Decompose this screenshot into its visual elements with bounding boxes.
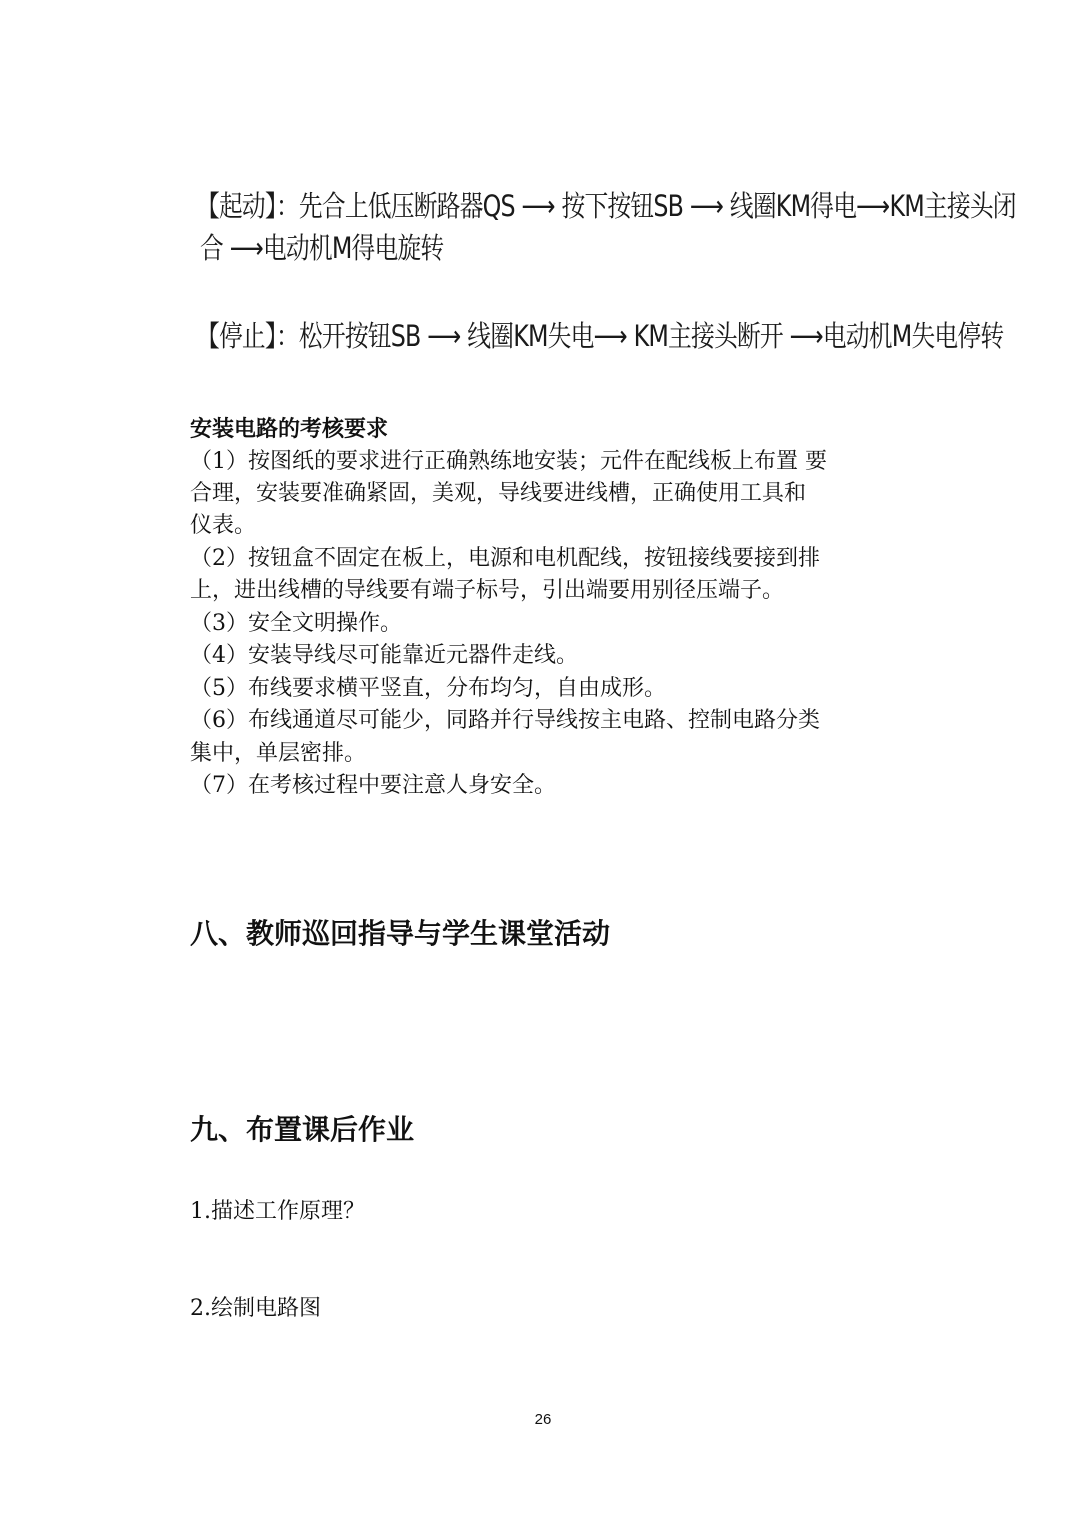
requirements-heading: 安装电路的考核要求 bbox=[190, 417, 389, 442]
homework-item: 1.描述工作原理？ bbox=[190, 1199, 365, 1224]
requirement-line: （2）按钮盒不固定在板上，电源和电机配线，按钮接线要接到排 bbox=[190, 546, 820, 571]
requirement-line: （4）安装导线尽可能靠近元器件走线。 bbox=[190, 643, 578, 668]
requirement-line: 上，进出线槽的导线要有端子标号，引出端要用别径压端子。 bbox=[190, 578, 785, 603]
requirement-line: （5）布线要求横平竖直，分布均匀，自由成形。 bbox=[190, 676, 666, 701]
flow-start-line-1: 【起动】：先合上低压断路器QS ⟶ 按下按钮SB ⟶ 线圈KM得电⟶KM主接头闭 bbox=[196, 189, 1016, 223]
requirement-line: 集中，单层密排。 bbox=[190, 741, 367, 766]
requirement-line: 合理，安装要准确紧固，美观，导线要进线槽，正确使用工具和 bbox=[190, 481, 807, 506]
requirement-line: （1）按图纸的要求进行正确熟练地安装；元件在配线板上布置 要 bbox=[190, 449, 827, 474]
requirement-line: 仪表。 bbox=[190, 513, 257, 538]
requirement-line: （6）布线通道尽可能少，同路并行导线按主电路、控制电路分类 bbox=[190, 708, 820, 733]
requirement-line: （3）安全文明操作。 bbox=[190, 611, 402, 636]
section-8-title: 八、教师巡回指导与学生课堂活动 bbox=[190, 917, 611, 950]
flow-stop-line: 【停止】：松开按钮SB ⟶ 线圈KM失电⟶ KM主接头断开 ⟶电动机M失电停转 bbox=[196, 319, 1004, 353]
page-number: 26 bbox=[534, 1411, 552, 1428]
requirement-line: （7）在考核过程中要注意人身安全。 bbox=[190, 773, 556, 798]
homework-item: 2.绘制电路图 bbox=[190, 1296, 321, 1321]
flow-start-line-2: 合 ⟶电动机M得电旋转 bbox=[200, 231, 444, 265]
section-9-title: 九、布置课后作业 bbox=[190, 1113, 415, 1146]
